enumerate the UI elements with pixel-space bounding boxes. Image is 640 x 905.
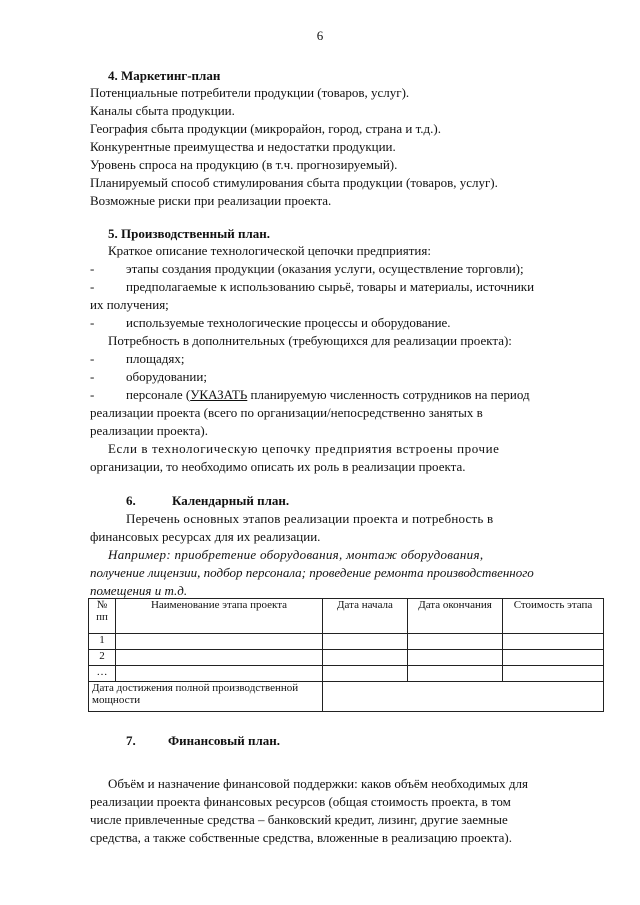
- section-5-item: используемые технологические процессы и оборудование.: [126, 315, 451, 330]
- section-5-line: реализации проекта).: [90, 423, 209, 438]
- section-6-example: Например: приобретение оборудования, монтаж оборудования,: [108, 547, 484, 562]
- bullet-dash: -: [90, 369, 95, 384]
- table-row: [89, 634, 604, 650]
- need3-pre: персонале (: [126, 387, 191, 402]
- section-4-heading: 4. Маркетинг-план: [108, 68, 221, 83]
- table-header-name: Наименование этапа проекта: [116, 599, 323, 634]
- table-cell: [408, 650, 503, 666]
- table-cell: [323, 666, 408, 682]
- bullet-dash: -: [90, 279, 95, 294]
- section-4-line: Возможные риски при реализации проекта.: [90, 193, 332, 208]
- bullet-dash: -: [90, 261, 95, 276]
- section-4-line: Конкурентные преимущества и недостатки продукции.: [90, 139, 396, 154]
- table-cell: [503, 666, 604, 682]
- section-5-line: реализации проекта (всего по организации/непосредственно занятых в: [90, 405, 483, 420]
- table-cell: [116, 650, 323, 666]
- table-header-start: Дата начала: [323, 599, 408, 634]
- table-cell-num: 2: [89, 650, 116, 666]
- section-5-heading: 5. Производственный план.: [108, 226, 271, 241]
- section-5-item-cont: их получения;: [90, 297, 169, 312]
- table-row: [89, 650, 604, 666]
- section-6-example: помещения и т.д.: [90, 583, 188, 598]
- section-4-line: Потенциальные потребители продукции (товаров, услуг).: [90, 85, 410, 100]
- section-7-heading-num: 7.: [126, 733, 136, 748]
- table-cell: [323, 634, 408, 650]
- section-7-line: средства, а также собственные средства, вложенные в реализацию проекта).: [90, 830, 512, 845]
- section-6-line: финансовых ресурсах для их реализации.: [90, 529, 321, 544]
- table-cell: [408, 666, 503, 682]
- page-number: 6: [316, 28, 324, 43]
- need3-post: планируемую численность сотрудников на период: [247, 387, 530, 402]
- section-7-line: реализации проекта финансовых ресурсов (общая стоимость проекта, в том: [90, 794, 511, 809]
- table-footer-label: Дата достижения полной производственной мощности: [89, 682, 323, 712]
- section-5-need-item: оборудовании;: [126, 369, 207, 384]
- table-header-cost: Стоимость этапа: [503, 599, 604, 634]
- need3-highlight: УКАЗАТЬ: [190, 387, 248, 402]
- section-6-heading-num: 6.: [126, 493, 136, 508]
- section-5-need-item: площадях;: [126, 351, 185, 366]
- section-4-line: География сбыта продукции (микрорайон, город, страна и т.д.).: [90, 121, 441, 136]
- table-cell-num: …: [89, 666, 116, 682]
- section-5-line: Если в технологическую цепочку предприятия встроены прочие: [108, 441, 500, 456]
- table-footer-value: [323, 682, 604, 712]
- calendar-plan-table: [88, 598, 604, 712]
- table-footer-row: [89, 682, 604, 712]
- table-cell-num: 1: [89, 634, 116, 650]
- section-7-heading: Финансовый план.: [168, 733, 281, 748]
- section-5-need-item: [126, 387, 530, 403]
- section-4-line: Планируемый способ стимулирования сбыта продукции (товаров, услуг).: [90, 175, 498, 190]
- bullet-dash: -: [90, 387, 95, 402]
- table-cell: [116, 666, 323, 682]
- section-4-line: Каналы сбыта продукции.: [90, 103, 235, 118]
- bullet-dash: -: [90, 351, 95, 366]
- section-6-line: Перечень основных этапов реализации проекта и потребность в: [126, 511, 494, 526]
- section-7-line: числе привлеченные средства – банковский кредит, лизинг, другие заемные: [90, 812, 508, 827]
- section-6-heading: Календарный план.: [172, 493, 290, 508]
- table-cell: [503, 634, 604, 650]
- table-header-num: № пп: [89, 599, 116, 634]
- table-cell: [503, 650, 604, 666]
- section-5-item: предполагаемые к использованию сырьё, товары и материалы, источники: [126, 279, 535, 294]
- section-7-line: Объём и назначение финансовой поддержки: каков объём необходимых для: [108, 776, 528, 791]
- table-row: [89, 666, 604, 682]
- table-cell: [323, 650, 408, 666]
- section-4-line: Уровень спроса на продукцию (в т.ч. прогнозируемый).: [90, 157, 398, 172]
- table-header-end: Дата окончания: [408, 599, 503, 634]
- table-cell: [408, 634, 503, 650]
- bullet-dash: -: [90, 315, 95, 330]
- section-5-intro: Краткое описание технологической цепочки предприятия:: [108, 243, 431, 258]
- section-5-item: этапы создания продукции (оказания услуги, осуществление торговли);: [126, 261, 524, 276]
- section-6-example: получение лицензии, подбор персонала; проведение ремонта производственного: [90, 565, 534, 580]
- table-cell: [116, 634, 323, 650]
- section-5-need: Потребность в дополнительных (требующихся для реализации проекта):: [108, 333, 512, 348]
- section-5-line: организации, то необходимо описать их роль в реализации проекта.: [90, 459, 466, 474]
